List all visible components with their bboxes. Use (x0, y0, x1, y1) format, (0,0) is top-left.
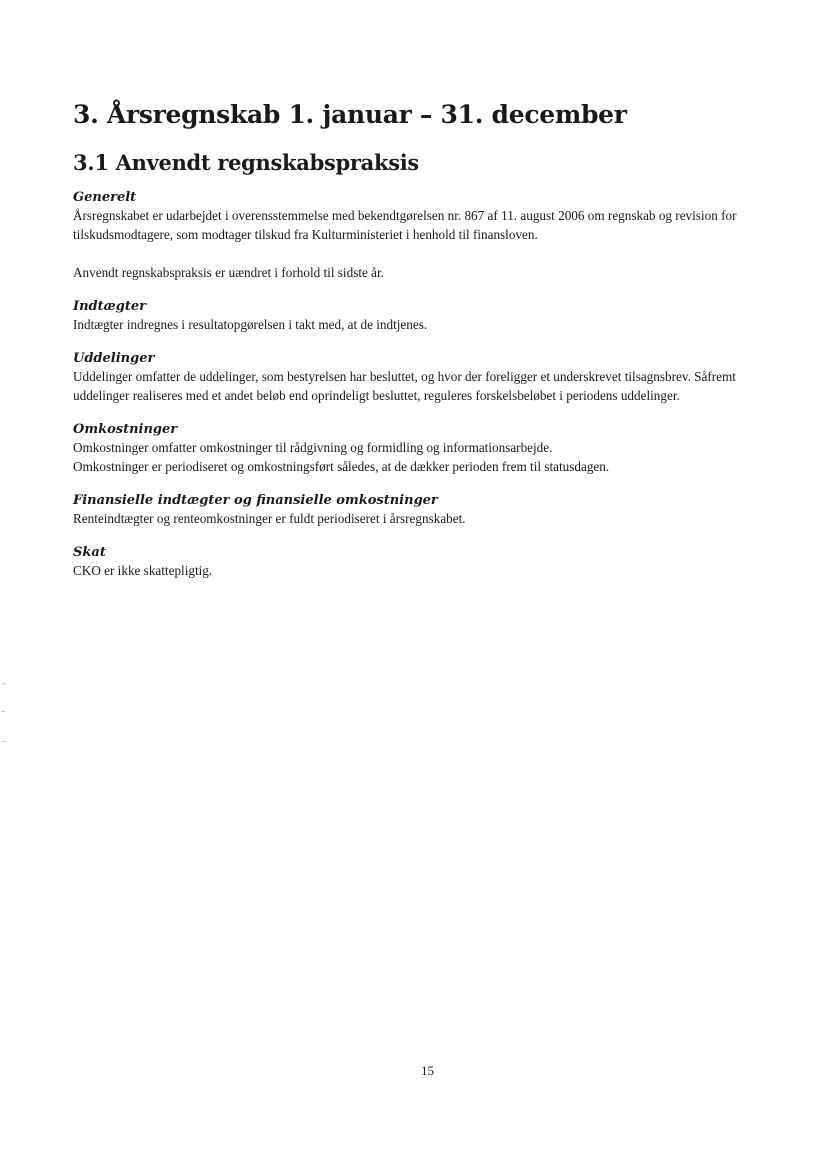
section-title: Skat (73, 545, 106, 560)
paragraph: Uddelinger omfatter de uddelinger, som bestyrelsen har besluttet, og hvor der foreligger et underskrevet tilsagnsbrev. Såfremt uddelinger realiseres med et andet beløb end oprindeligt besluttet, reguleres forskelsbeløbet i periodens uddelinger. (73, 369, 736, 403)
page-number: 15 (421, 1063, 434, 1078)
scan-margin-mark (2, 683, 5, 684)
paragraph: Renteindtægter og renteomkostninger er fuldt periodiseret i årsregnskabet. (73, 511, 466, 526)
section-indtaegter (73, 298, 763, 334)
section-uddelinger (73, 350, 763, 405)
paragraph: Omkostninger er periodiseret og omkostningsført således, at de dækker perioden frem til statusdagen. (73, 459, 610, 474)
document-content (73, 98, 763, 580)
section-finansielle (73, 492, 763, 528)
paragraph: Omkostninger omfatter omkostninger til rådgivning og formidling og informationsarbejde. (73, 440, 553, 455)
paragraph: Årsregnskabet er udarbejdet i overensstemmelse med bekendtgørelsen nr. 867 af 11. august 2006 om regnskab og revision for tilskudsmodtagere, som modtager tilskud fra Kulturministeriet i henhold til finansloven. (73, 208, 737, 242)
section-heading: 3.1 Anvendt regnskabspraksis (73, 150, 419, 175)
paragraph: Anvendt regnskabspraksis er uændret i forhold til sidste år. (73, 265, 384, 280)
section-title: Indtægter (73, 299, 146, 314)
section-title: Generelt (73, 190, 137, 205)
section-skat (73, 544, 763, 580)
scan-margin-mark (2, 741, 5, 742)
chapter-heading: 3. Årsregnskab 1. januar – 31. december (73, 100, 627, 129)
section-omkostninger (73, 421, 763, 476)
scan-margin-mark (2, 711, 5, 712)
section-title: Omkostninger (73, 422, 178, 437)
paragraph: Indtægter indregnes i resultatopgørelsen i takt med, at de indtjenes. (73, 317, 428, 332)
section-title: Uddelinger (73, 351, 155, 366)
section-generelt (73, 189, 763, 282)
paragraph: CKO er ikke skattepligtig. (73, 563, 213, 578)
section-title: Finansielle indtægter og finansielle omkostninger (73, 493, 438, 508)
